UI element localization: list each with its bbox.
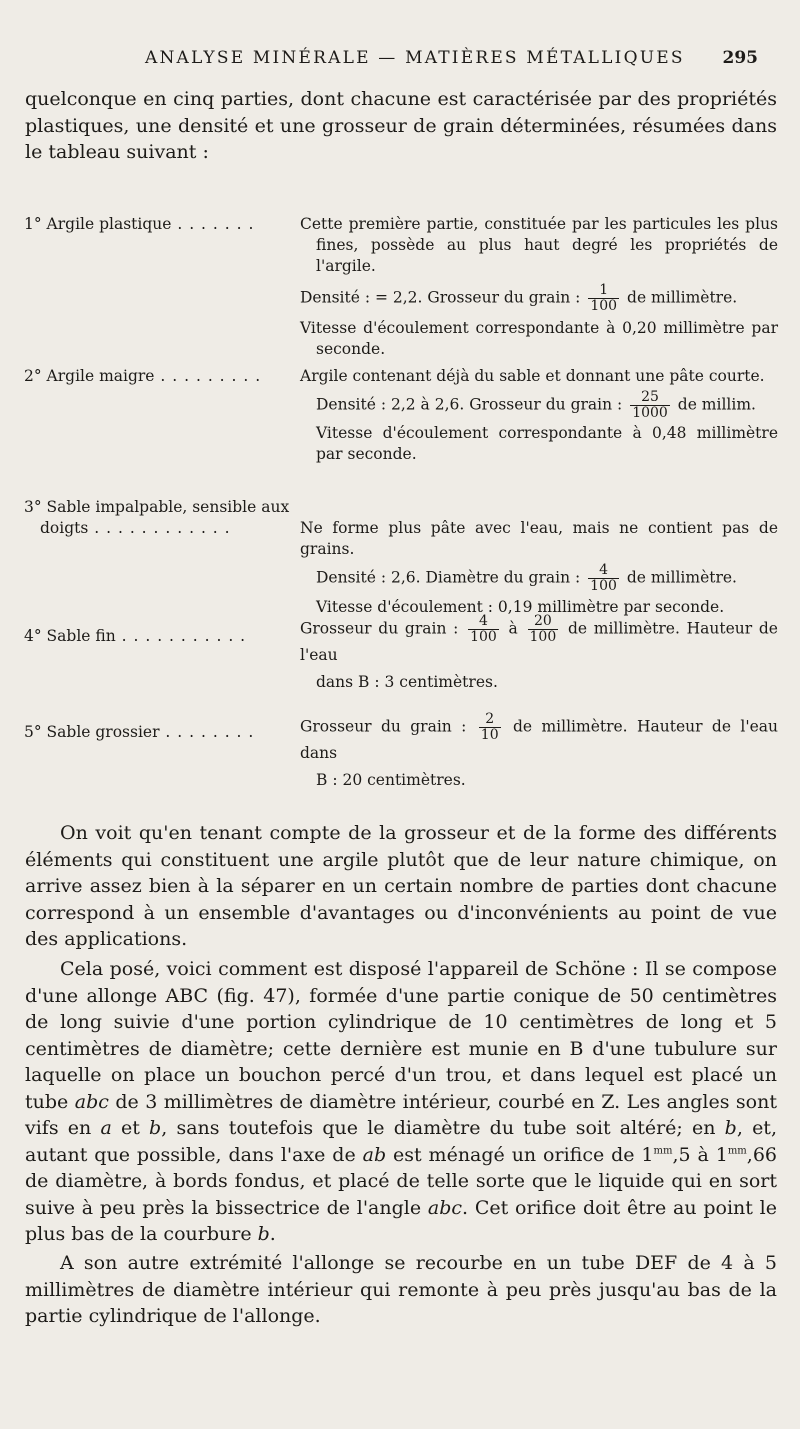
entry-4-grain-line xyxy=(300,614,778,666)
tube-abc: abc xyxy=(74,1090,109,1113)
entry-4-label: 4° Sable fin . . . . . . . . . . . xyxy=(24,627,247,645)
entry-2-fraction: $\frac{25}{1000}$ xyxy=(632,389,668,421)
entry-3-speed: Vitesse d'écoulement : 0,19 millimètre par seconde. xyxy=(316,598,725,616)
entry-5-suffix: de millimètre. Hauteur de l'eau dans xyxy=(300,717,778,762)
entry-1-density-suffix: de millimètre. xyxy=(627,288,738,307)
entry-4-fraction-2: $\frac{20}{100}$ xyxy=(529,613,557,645)
entry-3-density-prefix: Densité : 2,6. Diamètre du grain : xyxy=(316,568,581,587)
entry-1-label: 1° Argile plastique . . . . . . . xyxy=(24,215,255,233)
entry-1-description xyxy=(300,214,778,360)
entry-3-label: 3° Sable impalpable, sensible aux doigts . . . . . . . . . . . . xyxy=(24,498,290,537)
entry-2-density-prefix: Densité : 2,2 à 2,6. Grosseur du grain : xyxy=(316,395,623,414)
entry-3-text: Ne forme plus pâte avec l'eau, mais ne contient pas de grains. xyxy=(300,519,778,558)
entry-3-fraction: $\frac{4}{100}$ xyxy=(590,562,617,594)
entry-5-label: 5° Sable grossier . . . . . . . . xyxy=(24,723,255,741)
body-paragraph-3: A son autre extrémité l'allonge se recourbe en un tube DEF de 4 à 5 millimètres de diamètre intérieur qui remonte à peu près jusqu'au bas de la partie cylindrique de l'allonge. xyxy=(25,1252,777,1327)
entry-2-density-suffix: de millim. xyxy=(677,395,756,414)
entry-2-speed: Vitesse d'écoulement correspondante à 0,48 millimètre par seconde. xyxy=(316,424,778,463)
entry-4-description xyxy=(300,614,778,693)
entry-4-prefix: Grosseur du grain : xyxy=(300,619,459,638)
entry-5-prefix: Grosseur du grain : xyxy=(300,717,467,736)
intro-paragraph: quelconque en cinq parties, dont chacune est caractérisée par des propriétés plastiques, une densité et une grosseur de grain déterminées, résumées dans le tableau suivant : xyxy=(25,88,777,163)
body-paragraph-1: On voit qu'en tenant compte de la grosseur et de la forme des différents éléments qui constituent une argile plutôt que de leur nature chimique, on arrive assez bien à la séparer en un certain nombre de parties dont chacune correspond à un ensemble d'avantages ou d'inconvénients au point de vue des applications. xyxy=(25,822,777,950)
entry-3-label-line2: doigts xyxy=(40,519,89,537)
entry-5-grain-line xyxy=(300,712,778,764)
entry-4-suffix: de millimètre. Hauteur de l'eau xyxy=(300,619,778,664)
entry-2-description xyxy=(300,366,778,465)
entry-1-density-line xyxy=(300,283,778,314)
entry-2-label-text: 2° Argile maigre xyxy=(24,367,155,385)
entry-1-density-prefix: Densité : = 2,2. Grosseur du grain : xyxy=(300,288,581,307)
page-number: 295 xyxy=(722,48,758,68)
entry-5-description xyxy=(300,712,778,791)
running-title: ANALYSE MINÉRALE — MATIÈRES MÉTALLIQUES xyxy=(145,48,685,68)
entry-1-text: Cette première partie, constituée par les particules les plus fines, possède au plus haut degré les propriétés de l'argile. xyxy=(300,215,778,275)
entry-3-label-line1: 3° Sable impalpable, sensible aux xyxy=(24,498,290,516)
entry-3-density-line xyxy=(300,563,778,594)
entry-3-density-suffix: de millimètre. xyxy=(626,568,737,587)
entry-5-fraction: $\frac{2}{10}$ xyxy=(480,711,499,743)
entry-4-fraction-1: $\frac{4}{100}$ xyxy=(470,613,497,645)
entry-5-line2: B : 20 centimètres. xyxy=(316,771,466,789)
entry-4-line2: dans B : 3 centimètres. xyxy=(316,673,498,691)
running-head xyxy=(0,48,800,72)
body-paragraph-2: Cela posé, voici comment est disposé l'appareil de Schöne : Il se compose d'une allonge ABC (fig. 47), formée d'une partie conique de 50 centimètres de long suivie d'une portion cylindrique de 10 centimètres de long et 5 centimètres de diamètre; cette dernière est munie en B d'une tubulure sur laquelle on place un bouchon percé d'un trou, et dans lequel est placé un tube abc de 3 millimètres de diamètre intérieur, courbé en Z. Les angles sont vifs en a et b, sans toutefois que le diamètre du tube soit altéré; en b, et, autant que possible, dans l'axe de ab est ménagé un orifice de $1^{mm},5$ à $1^{mm},66$ de diamètre, à bords fondus, et placé de telle sorte que le liquide qui en sort suive à peu près la bissectrice de l'angle abc. Cet orifice doit être au point le plus bas de la courbure b. xyxy=(25,958,778,1245)
entry-2-label: 2° Argile maigre . . . . . . . . . xyxy=(24,367,262,385)
entry-5-label-text: 5° Sable grossier xyxy=(24,723,160,741)
entry-2-density-line xyxy=(300,390,778,421)
entry-2-text: Argile contenant déjà du sable et donnant une pâte courte. xyxy=(300,367,765,385)
entry-1-fraction: $\frac{1}{100}$ xyxy=(590,282,618,314)
entry-3-description xyxy=(300,518,778,618)
entry-4-label-text: 4° Sable fin xyxy=(24,627,116,645)
entry-4-between: à xyxy=(508,619,518,638)
entry-1-label-text: 1° Argile plastique xyxy=(24,215,172,233)
entry-1-speed: Vitesse d'écoulement correspondante à 0,20 millimètre par seconde. xyxy=(300,319,778,358)
